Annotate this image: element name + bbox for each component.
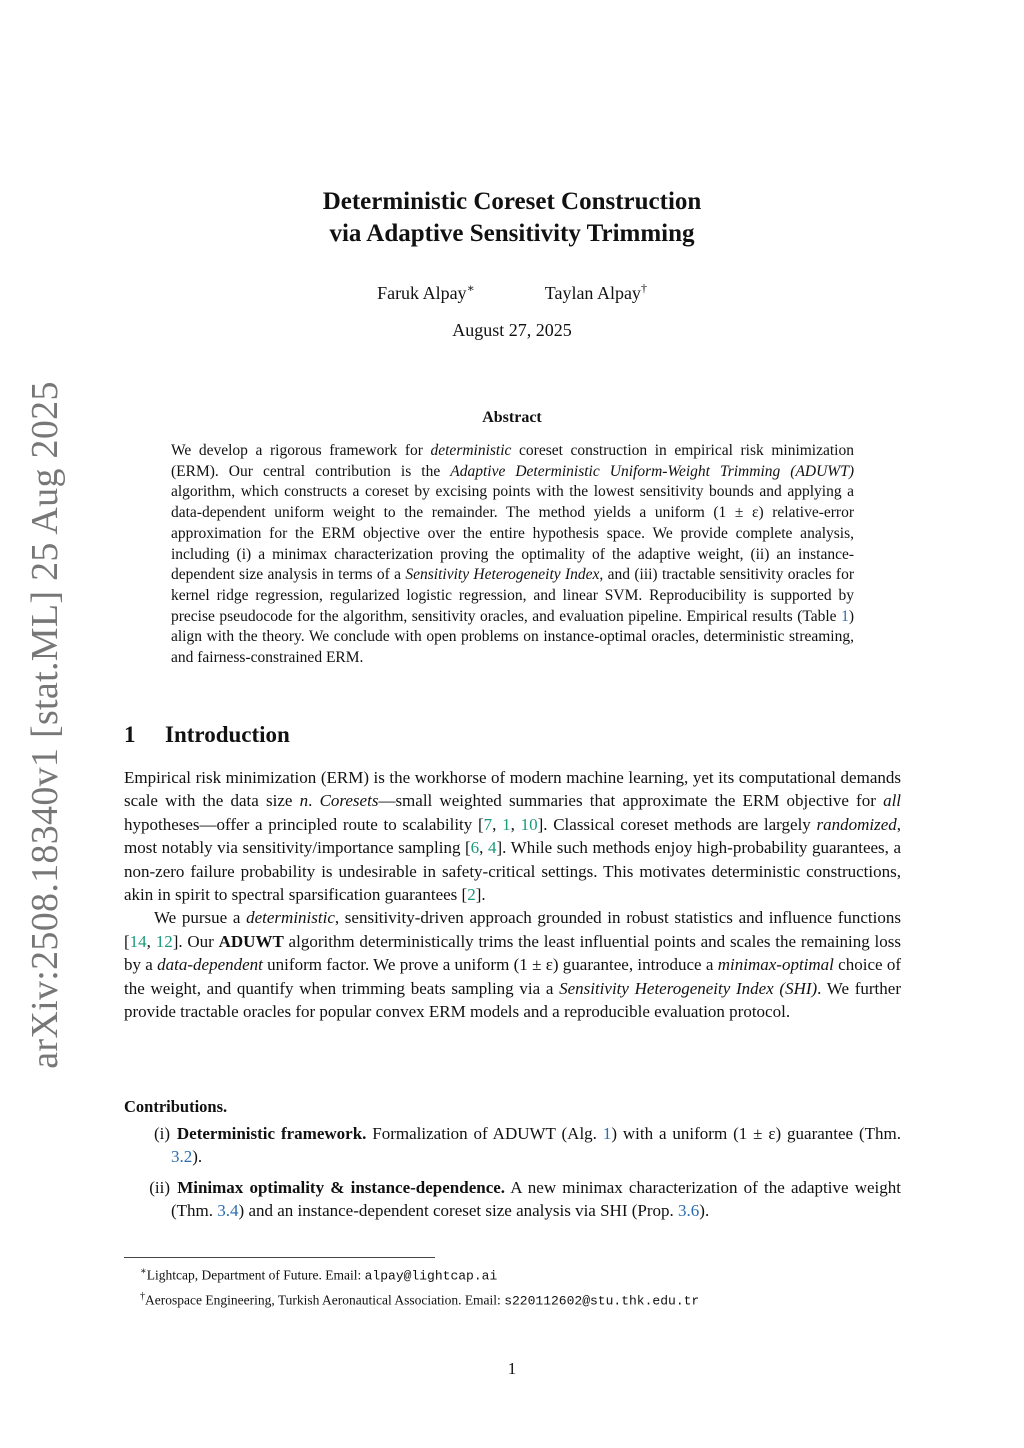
abstract-text: , and (iii) tractable sensitivity oracles for kernel ridge regression, regularized logistic regression, and linear SVM. Reproducibility is supported by precise pseudocode for the algorithm, sensitivity oracles, and evaluation pipeline. Empirical results (Table [171,566,854,625]
contribution-title: Deterministic framework. [176,1124,367,1143]
table-ref-link[interactable]: 1 [841,607,849,625]
email-link[interactable]: alpay@lightcap.ai [364,1268,498,1284]
abstract-heading: Abstract [482,409,542,426]
title-line-1: Deterministic Coreset Construction [322,188,702,215]
publication-date: August 27, 2025 [452,320,572,340]
footnote-divider [124,1257,435,1258]
intro-text: , sensitivity-driven approach grounded in robust statistics and influence functions [ [124,908,901,951]
contribution-text [171,1176,901,1223]
contributions-list [124,1122,901,1230]
intro-text: ]. [475,885,486,905]
intro-text: ]. Our [172,931,219,951]
intro-text: . We further provide tractable oracles for popular convex ERM models and a reproducible evaluation protocol. [124,978,901,1022]
intro-text: hypotheses—offer a principled route to scalability [ [124,814,484,834]
footnote-mark: ∗ [140,1266,147,1277]
footnotes [140,1262,900,1311]
citation-link[interactable]: 14 [129,931,147,951]
intro-text: Empirical risk minimization (ERM) is the workhorse of modern machine learning, yet its computational demands scale with the data size [124,768,901,811]
intro-paragraph-1 [124,766,901,906]
intro-emphasis: deterministic [246,908,335,928]
list-marker: (ii) [149,1177,170,1197]
footnote-mark: † [140,1290,145,1302]
cross-ref-link[interactable]: 3.4 [217,1201,239,1221]
intro-paragraph-2 [124,906,901,1023]
contribution-item [124,1176,901,1223]
intro-text: uniform factor. We prove a uniform (1 ± ε) guarantee, introduce a [262,955,718,975]
introduction-body [124,766,901,1023]
intro-text: —small weighted summaries that approximate the ERM objective for [378,791,884,811]
intro-text: , [510,814,521,834]
arxiv-identifier-stamp [10,381,80,1069]
abstract-body [171,441,854,669]
email-link[interactable]: s220112602@stu.thk.edu.tr [504,1293,700,1308]
citation-link[interactable]: 12 [155,931,173,951]
citation-link[interactable]: 4 [487,838,497,858]
abstract-text: coreset construction in empirical risk minimization (ERM). Our central contribution is the [171,442,854,480]
contribution-body: ). [699,1201,710,1221]
intro-emphasis: Sensitivity Heterogeneity Index (SHI) [559,978,818,998]
title-line-2: via Adaptive Sensitivity Trimming [329,220,695,247]
abstract-emphasis: Adaptive Deterministic Uniform-Weight Trimming (ADUWT) [450,462,854,480]
author-2-footnote-mark: † [640,281,647,295]
section-heading-introduction [124,720,904,750]
intro-emphasis: data-dependent [157,955,263,975]
paper-title [0,186,1024,250]
intro-text: choice of the weight, and quantify when trimming beats sampling via a [124,955,901,998]
section-number: 1 [124,722,136,747]
abstract-text: We develop a rigorous framework for [171,442,431,459]
cross-ref-link[interactable]: 1 [602,1124,612,1143]
author-list [0,276,1024,305]
list-marker: (i) [153,1124,170,1143]
footnote-text: Lightcap, Department of Future. Email: [146,1267,365,1283]
author-1-footnote-mark: ∗ [466,281,475,295]
page-number: 1 [507,1359,517,1378]
intro-text: ]. Classical coreset methods are largely [537,814,817,834]
citation-link[interactable]: 6 [470,838,480,858]
cross-ref-link[interactable]: 3.2 [171,1147,193,1167]
author-1 [377,283,475,303]
intro-text: ]. While such methods enjoy high-probability guarantees, a non-zero failure probability is undesirable in safety-critical settings. This motivates deterministic constructions, akin in spirit to spectral sparsification guarantees [ [124,838,902,905]
citation-link[interactable]: 2 [467,885,476,905]
contribution-body: Formalization of ADUWT (Alg. [366,1124,603,1143]
footnote-text: Aerospace Engineering, Turkish Aeronautical Association. Email: [145,1292,505,1307]
citation-link[interactable]: 7 [483,814,493,834]
math-variable: n [299,791,309,811]
intro-text: , [492,814,503,834]
intro-emphasis: minimax-optimal [717,955,834,975]
section-title: Introduction [165,722,290,747]
abstract-text: ) align with the theory. We conclude with open problems on instance-optimal oracles, deterministic streaming, and fairness-constrained ERM. [171,607,854,667]
intro-emphasis: randomized [816,814,897,834]
footnote-2 [140,1287,900,1312]
intro-text: , [146,931,156,951]
citation-link[interactable]: 1 [502,814,511,834]
arxiv-identifier-text: arXiv:2508.18340v1 [stat.ML] 25 Aug 2025 [24,381,67,1069]
contribution-text [171,1122,901,1169]
intro-emphasis: all [883,791,902,811]
cross-ref-link[interactable]: 3.6 [678,1201,700,1221]
intro-text: We pursue a [154,908,247,928]
contribution-body: A new minimax characterization of the adaptive weight (Thm. [171,1177,901,1221]
abstract-emphasis: Sensitivity Heterogeneity Index [405,566,600,584]
abstract-text: algorithm, which constructs a coreset by excising points with the lowest sensitivity bounds and applying a data-dependent uniform weight to the remainder. The method yields a uniform (1 ± ε) relative-error approximation for the ERM objective over the entire hypothesis space. We provide complete analysis, including (i) a minimax characterization proving the optimality of the adaptive weight, (ii) an instance-dependent size analysis in terms of a [171,483,854,584]
contribution-item [124,1122,901,1169]
author-1-name: Faruk Alpay [377,283,467,303]
author-2-name: Taylan Alpay [544,283,641,303]
contribution-body: ). [192,1147,203,1167]
intro-text: , [479,838,488,858]
author-2 [545,283,647,303]
intro-emphasis: Coresets [319,791,379,811]
citation-link[interactable]: 10 [520,814,538,834]
contribution-body: ) with a uniform (1 ± ε) guarantee (Thm. [611,1124,901,1143]
abstract-emphasis: deterministic [430,442,512,459]
intro-text: , most notably via sensitivity/importance sampling [ [124,814,902,858]
intro-bold: ADUWT [218,931,284,951]
intro-text: . [308,791,320,811]
contribution-body: ) and an instance-dependent coreset size analysis via SHI (Prop. [238,1201,679,1221]
footnote-1 [140,1262,900,1287]
contributions-heading: Contributions. [124,1097,228,1116]
contribution-title: Minimax optimality & instance-dependence. [177,1177,506,1197]
intro-text: algorithm deterministically trims the least influential points and scales the remaining loss by a [124,931,902,975]
